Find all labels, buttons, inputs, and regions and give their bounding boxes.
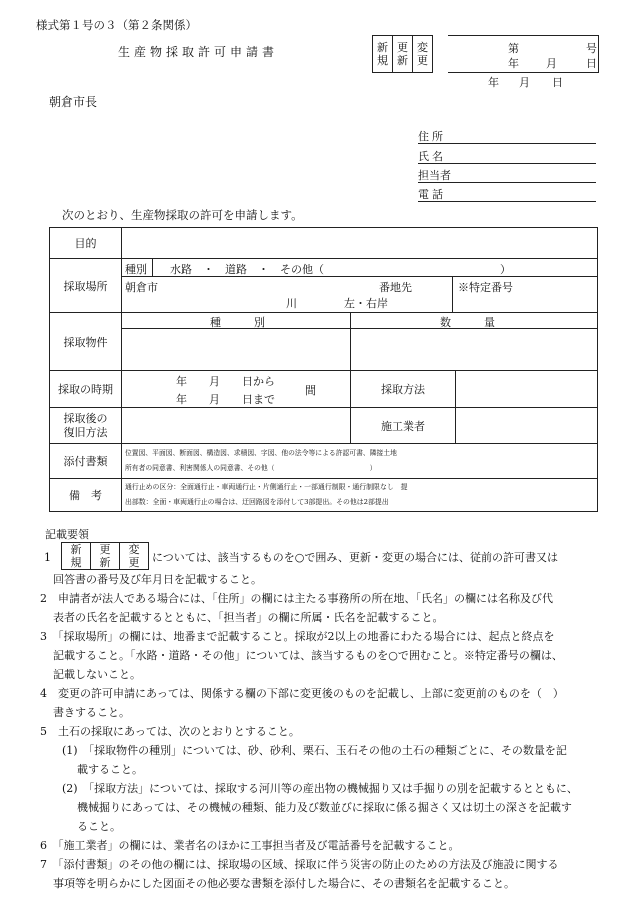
attachments-list[interactable]: 位置図、平面図、断面図、構造図、求積図、字図、他の法令等による許認可書、隣接土地 所有者の同意書、利害関係人の同意書、その他（ ） xyxy=(122,444,598,479)
bank-label[interactable]: 左・右岸 xyxy=(344,297,388,310)
note-5-2-cont2: ること。 xyxy=(77,820,121,833)
contact-person-field[interactable]: 担当者 xyxy=(418,167,596,183)
attachments-label: 添付書類 xyxy=(50,444,122,479)
note-5-1-cont: 載すること。 xyxy=(77,763,143,776)
kind-change[interactable]: 変 更 xyxy=(417,41,428,67)
place-label: 採取場所 xyxy=(50,259,122,313)
method-label: 採取方法 xyxy=(351,371,456,408)
note-7: 7 「添付書類」のその他の欄には、採取場の区域、採取に伴う災害の防止のための方法及び施設に関する xyxy=(40,858,559,871)
note-3: 3 「採取場所」の欄には、地番まで記載すること。採取が2以上の地番にわたる場合には、起点と終点を xyxy=(40,630,555,643)
page-title: 生産物採取許可申請書 xyxy=(118,45,279,59)
kind-new[interactable]: 新 規 xyxy=(373,36,393,72)
material-label: 採取物件 xyxy=(50,313,122,371)
material-qty-input[interactable] xyxy=(351,329,597,370)
intro-text: 次のとおり、生産物採取の許可を申請します。 xyxy=(62,208,303,222)
period-from: 年 月 日から xyxy=(176,375,275,388)
remarks-text[interactable]: 通行止めの区分：全面通行止・車両通行止・片側通行止・一部通行制限・通行制限なし 提 出部数：全面・車両通行止の場合は、迂回路図を添付して3部提出。その他は2部提出 xyxy=(122,479,598,512)
restore-input[interactable] xyxy=(122,408,351,444)
note-3-cont: 記載すること。「水路・道路・その他」については、該当するものを○で囲むこと。※特定番号の欄は、 xyxy=(53,649,563,662)
note-2-cont: 表者の氏名を記載するとともに、「担当者」の欄に所属・氏名を記載すること。 xyxy=(53,611,444,624)
application-table xyxy=(49,227,598,512)
purpose-input[interactable] xyxy=(122,228,598,259)
permit-number-box[interactable] xyxy=(448,35,599,73)
remarks-label: 備 考 xyxy=(50,479,122,512)
form-number: 様式第１号の３（第２条関係） xyxy=(36,18,197,32)
period-ma: 間 xyxy=(305,384,316,397)
place-cell[interactable] xyxy=(122,259,598,313)
restore-label: 採取後の 復旧方法 xyxy=(50,408,122,444)
material-qty-header: 数 量 xyxy=(440,316,495,329)
river-label: 川 xyxy=(286,297,297,310)
number-day-label: 日 xyxy=(586,57,597,70)
note-1-cont: 回答書の番号及び年月日を記載すること。 xyxy=(53,573,262,586)
addressee: 朝倉市長 xyxy=(49,95,98,109)
number-year-label: 年 xyxy=(508,57,519,70)
note-1-text: については、該当するものを○で囲み、更新・変更の場合には、従前の許可書又は xyxy=(152,551,559,564)
method-input[interactable] xyxy=(456,371,598,408)
note-5: 5 土石の採取にあっては、次のとおりとすること。 xyxy=(40,725,300,738)
phone-field[interactable]: 電話 xyxy=(418,186,596,202)
number-month-label: 月 xyxy=(546,57,557,70)
city-label: 朝倉市 xyxy=(125,281,158,294)
note-5-1: (1) 「採取物件の種別」については、砂、砂利、栗石、玉石その他の土石の種類ごとに、その数量を記 xyxy=(62,744,567,757)
note-7-cont: 事項等を明らかにした図面その他必要な書類を添付した場合に、その書類名を記載すること。 xyxy=(53,877,515,890)
note-1-number: 1 xyxy=(44,551,51,564)
address-field[interactable]: 住所 xyxy=(418,128,596,144)
dai-label: 第 xyxy=(508,42,519,55)
application-kind-box xyxy=(372,35,433,73)
application-date[interactable]: 年 月 日 xyxy=(488,76,563,89)
banchi-label: 番地先 xyxy=(379,281,412,294)
period-to: 年 月 日まで xyxy=(176,393,275,406)
note-3-cont2: 記載しないこと。 xyxy=(53,668,141,681)
notes-heading: 記載要領 xyxy=(45,528,89,541)
note-kind-box: 新 規 更 新 変 更 xyxy=(61,542,149,570)
material-type-input[interactable] xyxy=(122,329,350,370)
kind-label: 種別 xyxy=(125,263,147,276)
go-label: 号 xyxy=(586,42,597,55)
kind-renew[interactable]: 更 新 xyxy=(393,36,413,72)
special-number-label: ※特定番号 xyxy=(458,281,513,294)
note-5-2-cont: 機械掘りにあっては、その機械の種類、能力及び数並びに採取に係る掘さく又は切土の深さを記載す xyxy=(77,801,572,814)
kind-options[interactable]: 水路 ・ 道路 ・ その他（ ） xyxy=(170,263,511,276)
name-field[interactable]: 氏名 xyxy=(418,148,596,164)
note-6: 6 「施工業者」の欄には、業者名のほかに工事担当者及び電話番号を記載すること。 xyxy=(40,839,460,852)
contractor-input[interactable] xyxy=(456,408,598,444)
note-4-cont: 書きすること。 xyxy=(53,706,130,719)
material-type-header: 種 別 xyxy=(210,316,265,329)
contractor-label: 施工業者 xyxy=(351,408,456,444)
period-label: 採取の時期 xyxy=(50,371,122,408)
note-5-2: (2) 「採取方法」については、採取する河川等の産出物の機械掘り又は手掘りの別を記載するとともに、 xyxy=(62,782,578,795)
purpose-label: 目的 xyxy=(50,228,122,259)
note-2: 2 申請者が法人である場合には、「住所」の欄には主たる事務所の所在地、「氏名」の欄には名称及び代 xyxy=(40,592,553,605)
note-4: 4 変更の許可申請にあっては、関係する欄の下部に変更後のものを記載し、上部に変更前のものを（ ） xyxy=(40,687,564,700)
period-input[interactable] xyxy=(122,371,351,408)
